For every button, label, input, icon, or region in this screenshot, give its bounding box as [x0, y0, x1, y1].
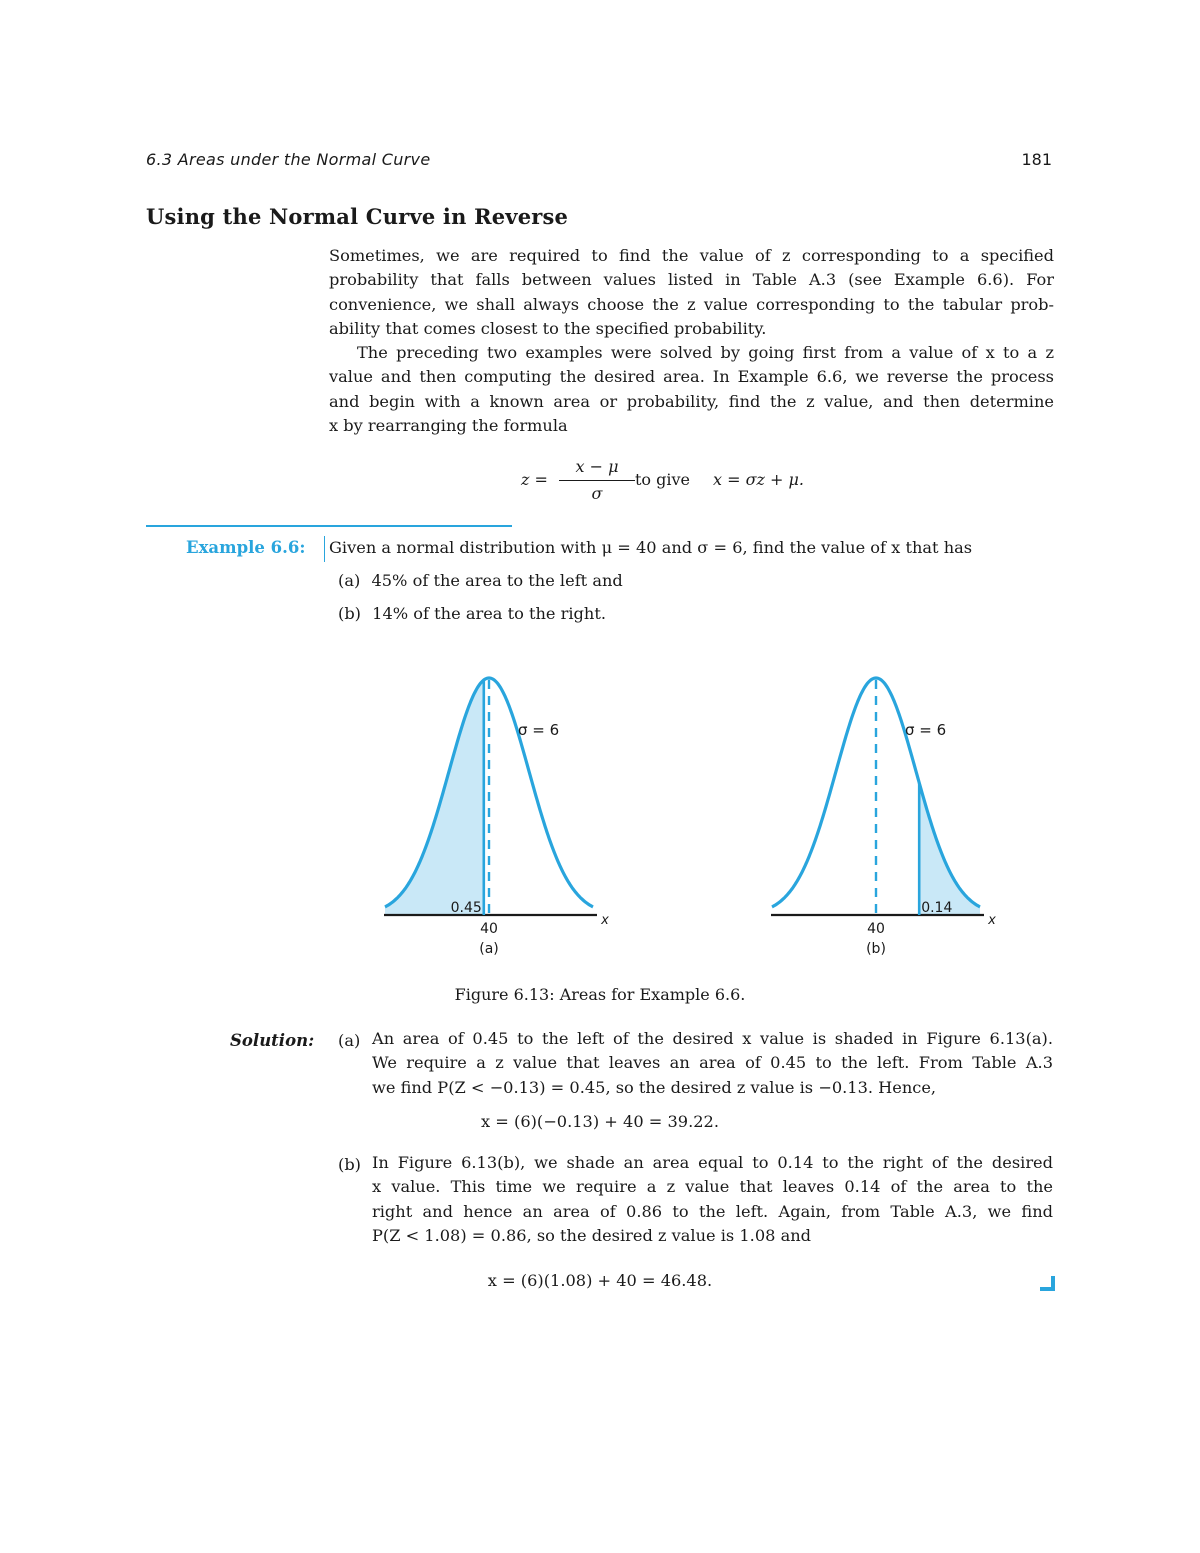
text-line: An area of 0.45 to the left of the desired x value is shaded in Figure 6.13(a).	[372, 1029, 1053, 1048]
shaded-area	[919, 783, 980, 915]
section-title: 6.3 Areas under the Normal Curve	[146, 150, 431, 169]
page-number: 181	[1021, 150, 1052, 169]
panel-label: (b)	[866, 941, 886, 957]
item-text: 14% of the area to the right.	[372, 604, 606, 623]
text-line: ability that comes closest to the specified probability.	[329, 319, 767, 339]
text-line: x by rearranging the formula	[329, 416, 568, 436]
running-head	[146, 150, 1052, 174]
formula-rhs: x = σz + μ.	[713, 470, 805, 489]
end-of-example-icon	[1040, 1276, 1056, 1292]
paragraph-2	[329, 341, 1054, 439]
text-line: right and hence an area of 0.86 to the left. Again, from Table A.3, we find	[372, 1201, 1053, 1221]
formula-middle: to give	[635, 470, 691, 489]
formula-numerator: x − μ	[575, 457, 619, 476]
solution-b-text	[372, 1151, 1053, 1249]
display-formula	[329, 455, 1054, 511]
fraction-bar	[559, 480, 635, 481]
sigma-label: σ = 6	[905, 721, 947, 739]
text-line: x value. This time we require a z value that leaves 0.14 of the area to the	[372, 1177, 1053, 1197]
item-tag: (b)	[338, 604, 361, 623]
solution-a-text	[372, 1027, 1053, 1100]
text-line: and begin with a known area or probability, find the z value, and then determine	[329, 391, 1054, 411]
solution-tag-a: (a)	[338, 1031, 361, 1050]
text-line: We require a z value that leaves an area of 0.45 to the left. From Table A.3	[372, 1053, 1053, 1073]
example-item-b	[338, 604, 606, 623]
solution-b-equation: x = (6)(1.08) + 40 = 46.48.	[487, 1271, 713, 1290]
example-label: Example 6.6:	[186, 538, 306, 557]
solution-label: Solution:	[230, 1031, 315, 1050]
text-line: we find P(Z < −0.13) = 0.45, so the desired z value is −0.13. Hence,	[372, 1077, 937, 1097]
figure-caption: Figure 6.13: Areas for Example 6.6.	[454, 985, 746, 1004]
text-line: value and then computing the desired area. In Example 6.6, we reverse the process	[329, 367, 1054, 387]
section-heading: Using the Normal Curve in Reverse	[146, 204, 569, 229]
axis-label: x	[988, 913, 996, 928]
text-line: convenience, we shall always choose the z value corresponding to the tabular prob-	[329, 294, 1054, 314]
formula-fraction	[555, 455, 639, 506]
example-rule	[146, 525, 512, 527]
area-label: 0.45	[450, 900, 482, 916]
example-marker	[324, 536, 325, 562]
panel-label: (a)	[479, 941, 499, 957]
shaded-area	[385, 680, 484, 915]
panel-b	[771, 678, 996, 957]
text-line: The preceding two examples were solved by going first from a value of x to a z	[357, 343, 1054, 362]
example-item-a	[338, 571, 623, 590]
item-tag: (a)	[338, 571, 361, 590]
paragraph-1	[329, 244, 1054, 342]
mean-tick-label: 40	[867, 921, 885, 937]
formula-lhs: z =	[521, 470, 548, 489]
panel-a	[384, 678, 609, 957]
text-line: probability that falls between values listed in Table A.3 (see Example 6.6). For	[329, 270, 1054, 290]
area-label: 0.14	[921, 900, 953, 916]
example-text: Given a normal distribution with μ = 40 and σ = 6, find the value of x that has	[329, 538, 973, 557]
text-line: In Figure 6.13(b), we shade an area equal to 0.14 to the right of the desired	[372, 1153, 1053, 1172]
text-line: Sometimes, we are required to find the value of z corresponding to a specified	[329, 246, 1054, 265]
item-text: 45% of the area to the left and	[371, 571, 623, 590]
mean-tick-label: 40	[480, 921, 498, 937]
sigma-label: σ = 6	[518, 721, 560, 739]
solution-tag-b: (b)	[338, 1155, 361, 1174]
solution-a-equation: x = (6)(−0.13) + 40 = 39.22.	[481, 1112, 719, 1131]
figure-6-13	[0, 660, 1200, 970]
axis-label: x	[601, 913, 609, 928]
formula-denominator: σ	[591, 484, 603, 503]
text-line: P(Z < 1.08) = 0.86, so the desired z value is 1.08 and	[372, 1226, 812, 1246]
